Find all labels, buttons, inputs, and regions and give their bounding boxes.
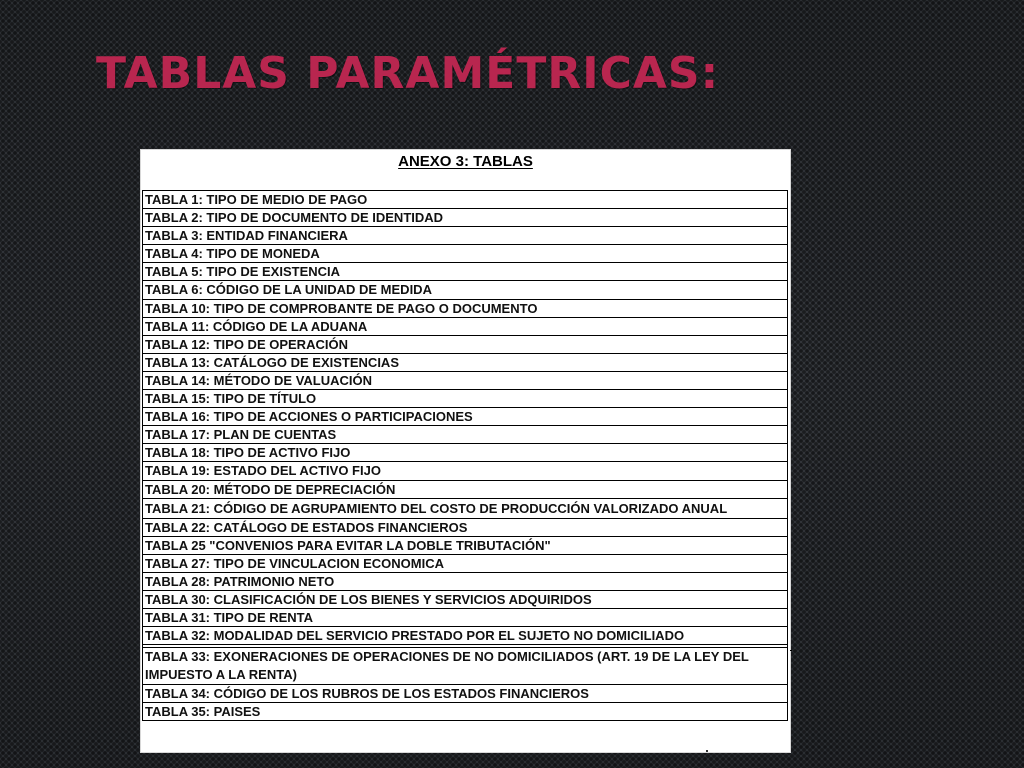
table-row: TABLA 20: MÉTODO DE DEPRECIACIÓN xyxy=(143,481,787,499)
table-row: TABLA 12: TIPO DE OPERACIÓN xyxy=(143,336,787,354)
table-row: TABLA 27: TIPO DE VINCULACION ECONOMICA xyxy=(143,555,787,573)
divider xyxy=(790,650,792,651)
table-row: TABLA 14: MÉTODO DE VALUACIÓN xyxy=(143,372,787,390)
table-row: TABLA 1: TIPO DE MEDIO DE PAGO xyxy=(143,191,787,209)
table-row: TABLA 32: MODALIDAD DEL SERVICIO PRESTADO POR EL SUJETO NO DOMICILIADO xyxy=(143,627,787,645)
table-row: TABLA 2: TIPO DE DOCUMENTO DE IDENTIDAD xyxy=(143,209,787,227)
table-row: TABLA 28: PATRIMONIO NETO xyxy=(143,573,787,591)
table-row: TABLA 13: CATÁLOGO DE EXISTENCIAS xyxy=(143,354,787,372)
table-row: TABLA 18: TIPO DE ACTIVO FIJO xyxy=(143,444,787,462)
table-row: TABLA 25 "CONVENIOS PARA EVITAR LA DOBLE TRIBUTACIÓN" xyxy=(143,537,787,555)
document-heading xyxy=(141,153,790,171)
table-row: TABLA 16: TIPO DE ACCIONES O PARTICIPACIONES xyxy=(143,408,787,426)
table-row: TABLA 30: CLASIFICACIÓN DE LOS BIENES Y SERVICIOS ADQUIRIDOS xyxy=(143,591,787,609)
table-row: TABLA 11: CÓDIGO DE LA ADUANA xyxy=(143,318,787,336)
table-row: TABLA 3: ENTIDAD FINANCIERA xyxy=(143,227,787,245)
table-row: TABLA 17: PLAN DE CUENTAS xyxy=(143,426,787,444)
table-row: TABLA 5: TIPO DE EXISTENCIA xyxy=(143,263,787,281)
table-row: TABLA 22: CATÁLOGO DE ESTADOS FINANCIEROS xyxy=(143,519,787,537)
slide-title: TABLAS PARAMÉTRICAS: xyxy=(96,48,720,99)
table-row: TABLA 21: CÓDIGO DE AGRUPAMIENTO DEL COSTO DE PRODUCCIÓN VALORIZADO ANUAL xyxy=(143,499,787,519)
table-row: TABLA 31: TIPO DE RENTA xyxy=(143,609,787,627)
table-row: TABLA 6: CÓDIGO DE LA UNIDAD DE MEDIDA xyxy=(143,281,787,299)
table-row: TABLA 19: ESTADO DEL ACTIVO FIJO xyxy=(143,462,787,480)
document-heading-text: ANEXO 3: TABLAS xyxy=(398,153,533,170)
table-row: TABLA 10: TIPO DE COMPROBANTE DE PAGO O DOCUMENTO xyxy=(143,300,787,318)
table-row: TABLA 33: EXONERACIONES DE OPERACIONES DE NO DOMICILIADOS (ART. 19 DE LA LEY DEL IMPUESTO A LA RENTA) xyxy=(143,647,787,685)
table-row: TABLA 4: TIPO DE MONEDA xyxy=(143,245,787,263)
table-row: TABLA 35: PAISES xyxy=(143,703,787,721)
table-row: TABLA 15: TIPO DE TÍTULO xyxy=(143,390,787,408)
document-image xyxy=(140,149,791,753)
decorative-dot xyxy=(706,750,708,752)
table-row: TABLA 34: CÓDIGO DE LOS RUBROS DE LOS ESTADOS FINANCIEROS xyxy=(143,685,787,703)
table-list xyxy=(142,190,788,721)
